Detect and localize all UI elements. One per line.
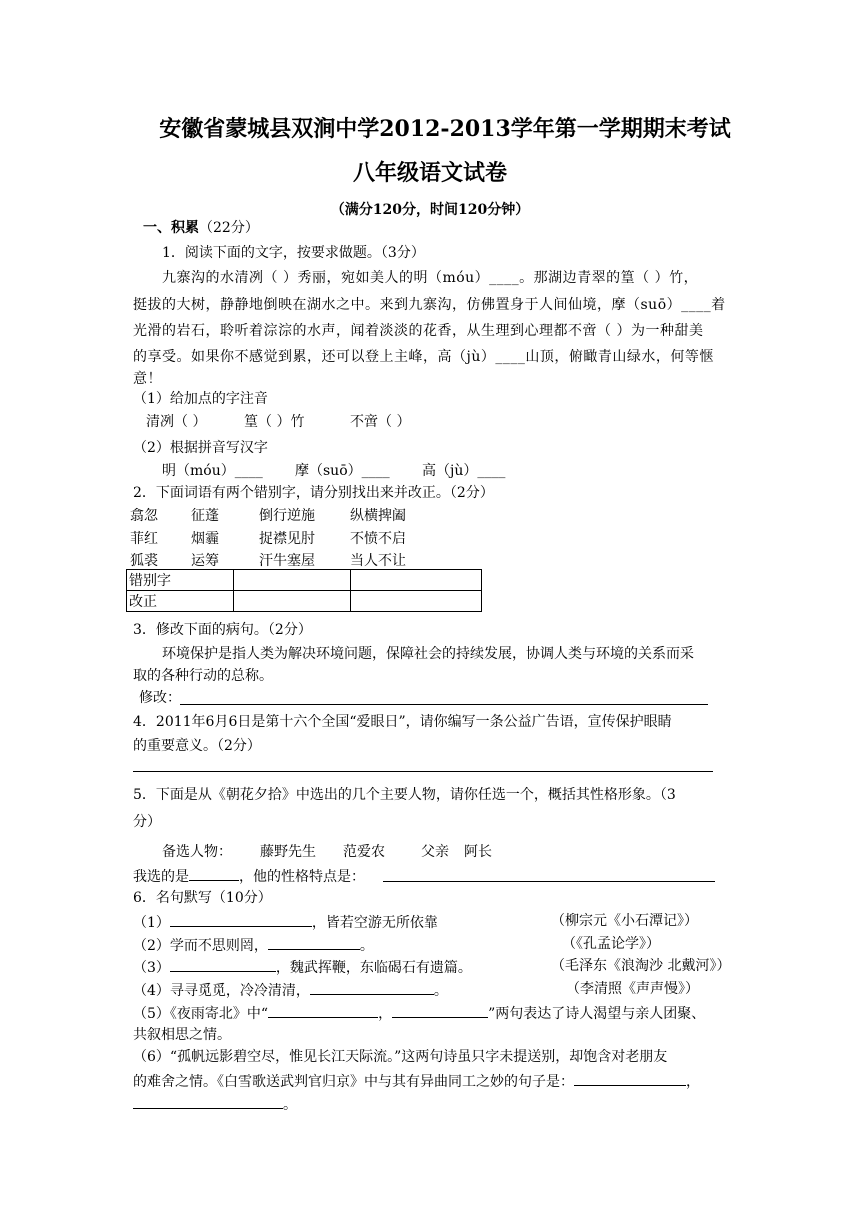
q2-word: 捉襟见肘 bbox=[259, 531, 315, 547]
q1-passage-line: 光滑的岩石，聆听着淙淙的水声，闻着淡淡的花香，从生理到心理都不啻（ ）为一种甜美 bbox=[133, 323, 704, 339]
q1-sub2-item: 明（móu）____ bbox=[162, 463, 263, 479]
q5-stem: 5．下面是从《朝花夕拾》中选出的几个主要人物，请你任选一个，概括其性格形象。（3 bbox=[133, 787, 676, 803]
q6-blank[interactable] bbox=[170, 957, 276, 972]
q1-passage-line: 挺拔的大树，静静地倒映在湖水之中。来到九寨沟，仿佛置身于人间仙境，摩（suō）____着 bbox=[133, 297, 726, 313]
q6-item: （2）学而不思则罔， 。 bbox=[133, 935, 374, 955]
q6-blank[interactable] bbox=[170, 912, 312, 927]
q5-candidates-label: 备选人物： bbox=[162, 844, 232, 860]
table-label-cell: 改正 bbox=[127, 591, 234, 612]
q2-stem: 2．下面词语有两个错别字，请分别找出来并改正。（2分） bbox=[133, 485, 494, 501]
q4-stem: 的重要意义。（2分） bbox=[133, 738, 261, 754]
q1-sub2-item: 高（jù）____ bbox=[422, 463, 506, 479]
q6-blank[interactable] bbox=[310, 980, 434, 995]
q3-stem: 3．修改下面的病句。（2分） bbox=[133, 622, 312, 638]
q2-word: 征蓬 bbox=[191, 508, 219, 524]
table-row bbox=[127, 570, 482, 591]
q3-sentence: 环境保护是指人类为解决环境问题，保障社会的持续发展，协调人类与环境的关系而采 bbox=[162, 646, 694, 662]
q6-source: （李清照《声声慢》） bbox=[566, 981, 699, 997]
table-label-cell: 错别字 bbox=[127, 570, 234, 591]
q4-answer-line[interactable] bbox=[133, 771, 713, 772]
q6-item: （1） ，皆若空游无所依靠 bbox=[133, 912, 438, 932]
exam-title: 安徽省蒙城县双涧中学2012-2013学年第一学期期末考试 bbox=[159, 116, 731, 142]
q1-passage-line: 九寨沟的水清冽（ ）秀丽，宛如美人的明（móu）____。那湖边青翠的篁（ ）竹， bbox=[162, 270, 699, 286]
q5-choice-blank[interactable] bbox=[189, 866, 239, 881]
q5-answer-line[interactable] bbox=[383, 881, 715, 882]
section-heading: 一、积累（22分） bbox=[143, 220, 259, 236]
q2-word: 纵横捭阖 bbox=[350, 508, 406, 524]
q6-item: （4）寻寻觅觅，冷冷清清， 。 bbox=[133, 980, 448, 1000]
score-info: （满分120分，时间120分钟） bbox=[330, 202, 530, 218]
q6-blank[interactable] bbox=[133, 1094, 283, 1109]
q5-candidate: 藤野先生 bbox=[260, 844, 316, 860]
q2-word: 不愤不启 bbox=[350, 531, 406, 547]
q2-word: 烟霾 bbox=[191, 531, 219, 547]
q2-word: 狐裘 bbox=[130, 553, 158, 569]
q6-item: （6）“孤帆远影碧空尽，惟见长江天际流。”这两句诗虽只字未提送别，却饱含对老朋友 bbox=[133, 1049, 668, 1065]
q3-answer-line[interactable] bbox=[180, 704, 708, 705]
answer-cell[interactable] bbox=[234, 570, 351, 591]
q1-passage-line: 的享受。如果你不感觉到累，还可以登上主峰，高（jù）____山顶，俯瞰青山绿水，何等惬 bbox=[133, 349, 714, 365]
q6-item: 。 bbox=[133, 1094, 297, 1114]
answer-cell[interactable] bbox=[351, 570, 482, 591]
q1-sub1-item: 不啻（ ） bbox=[350, 414, 411, 430]
q2-word: 运筹 bbox=[191, 553, 219, 569]
q1-sub2-label: （2）根据拼音写汉字 bbox=[133, 440, 268, 456]
q1-sub1-label: （1）给加点的字注音 bbox=[133, 391, 268, 407]
q5-stem: 分） bbox=[133, 814, 161, 830]
q2-word: 菲红 bbox=[130, 531, 158, 547]
q6-blank[interactable] bbox=[268, 935, 360, 950]
q1-passage-line: 意！ bbox=[133, 371, 162, 387]
q2-word: 倒行逆施 bbox=[259, 508, 315, 524]
q3-revise-label: 修改： bbox=[139, 690, 181, 706]
q2-word: 汗牛塞屋 bbox=[259, 553, 315, 569]
q1-sub1-item: 篁（ ）竹 bbox=[244, 414, 305, 430]
q6-source: （柳宗元《小石潭记》） bbox=[551, 913, 698, 929]
q6-source: （《孔孟论学》） bbox=[562, 936, 660, 952]
q2-word: 当人不让 bbox=[350, 553, 406, 569]
q6-blank[interactable] bbox=[574, 1071, 686, 1086]
q6-source: （毛泽东《浪淘沙 北戴河》） bbox=[551, 958, 731, 974]
q6-item: （5）《夜雨寄北》中“ ， ”两句表达了诗人渴望与亲人团聚、 bbox=[133, 1003, 705, 1023]
table-row bbox=[127, 591, 482, 612]
q1-stem: 1．阅读下面的文字，按要求做题。（3分） bbox=[162, 245, 425, 261]
q3-sentence: 取的各种行动的总称。 bbox=[133, 668, 273, 684]
q5-answer: 我选的是 ，他的性格特点是： bbox=[133, 866, 365, 886]
q1-sub2-item: 摩（suō）____ bbox=[295, 463, 390, 479]
q2-word: 翕忽 bbox=[130, 508, 158, 524]
answer-cell[interactable] bbox=[351, 591, 482, 612]
q6-blank[interactable] bbox=[268, 1003, 378, 1018]
q1-sub1-item: 清冽（ ） bbox=[146, 414, 207, 430]
q4-stem: 4．2011年6月6日是第十六个全国“爱眼日”，请你编写一条公益广告语，宣传保护眼睛 bbox=[133, 714, 672, 730]
exam-subtitle: 八年级语文试卷 bbox=[352, 160, 507, 186]
q6-item: 的难舍之情。《白雪歌送武判官归京》中与其有异曲同工之妙的句子是： ， bbox=[133, 1071, 700, 1091]
q5-candidate: 范爱农 bbox=[343, 844, 385, 860]
q5-candidate: 父亲 bbox=[421, 844, 449, 860]
answer-cell[interactable] bbox=[234, 591, 351, 612]
q6-blank[interactable] bbox=[392, 1003, 488, 1018]
q6-stem: 6．名句默写（10分） bbox=[133, 890, 272, 906]
q6-item: （3） ，魏武挥鞭，东临碣石有遗篇。 bbox=[133, 957, 472, 977]
q5-candidate: 阿长 bbox=[464, 844, 492, 860]
q6-item: 共叙相思之情。 bbox=[133, 1027, 231, 1043]
q2-answer-table bbox=[126, 569, 482, 612]
